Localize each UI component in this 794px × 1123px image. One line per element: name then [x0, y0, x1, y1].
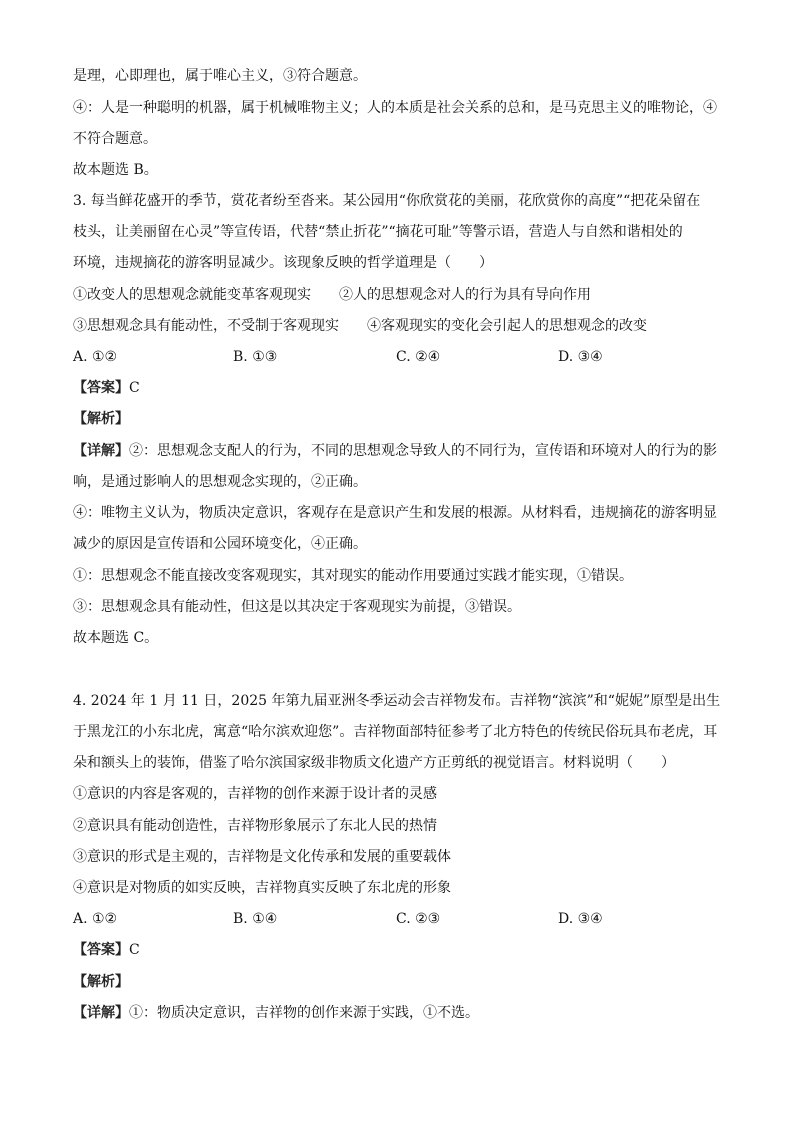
q4-option-c: C. ②③	[396, 911, 441, 927]
q3-statement-row	[73, 285, 733, 305]
q4-stem-line: 4. 2024 年 1 月 11 日，2025 年第九届亚洲冬季运动会吉祥物发布。吉祥物“滨滨”和“妮妮”原型是出生	[73, 693, 721, 709]
q4-statement: ③意识的形式是主观的，吉祥物是文化传承和发展的重要载体	[73, 849, 451, 865]
q3-detail-line: 减少的原因是宣传语和公园环境变化，④正确。	[73, 536, 367, 552]
q3-detail-line	[73, 441, 733, 461]
q2-conclusion: 故本题选 B。	[73, 162, 158, 178]
q4-statement: ④意识是对物质的如实反映，吉祥物真实反映了东北虎的形象	[73, 880, 451, 896]
q2-analysis-line: 是理，心即理也，属于唯心主义，③符合题意。	[73, 68, 367, 84]
q2-analysis-line: ④：人是一种聪明的机器，属于机械唯物主义；人的本质是社会关系的总和，是马克思主义的唯物论，④	[73, 100, 717, 116]
q3-answer	[73, 378, 733, 398]
q3-option-d: D. ③④	[558, 349, 603, 365]
q3-statement: ③思想观念具有能动性，不受制于客观现实	[73, 318, 339, 334]
q3-option-a: A. ①②	[73, 349, 118, 365]
q3-statement: ①改变人的思想观念就能变革客观现实	[73, 287, 311, 303]
q3-detail-line: ④：唯物主义认为，物质决定意识，客观存在是意识产生和发展的根源。从材料看，违规摘花的游客明显	[73, 505, 717, 521]
q3-option-c: C. ②④	[396, 349, 441, 365]
q3-option-b: B. ①③	[233, 349, 278, 365]
detail-text: ②：思想观念支配人的行为，不同的思想观念导致人的不同行为，宣传语和环境对人的行为的影	[129, 443, 717, 459]
answer-value: C	[129, 380, 140, 396]
q3-statement: ④客观现实的变化会引起人的思想观念的改变	[367, 318, 647, 334]
q4-detail-line	[73, 1003, 733, 1023]
q4-answer	[73, 940, 733, 960]
q3-analysis-heading	[73, 409, 733, 429]
q4-option-a: A. ①②	[73, 911, 118, 927]
q3-statement-row	[73, 316, 733, 336]
q3-stem-line: 枝头，让美丽留在心灵”等宣传语，代替“禁止折花”“摘花可耻”等警示语，营造人与自然和谐相处的	[73, 224, 683, 240]
detail-tag: 【详解】	[73, 443, 129, 459]
detail-tag: 【详解】	[73, 1005, 129, 1021]
answer-value: C	[129, 942, 140, 958]
q4-option-d: D. ③④	[558, 911, 603, 927]
answer-tag: 【答案】	[73, 942, 129, 958]
q3-detail-line: 响，是通过影响人的思想观念实现的，②正确。	[73, 474, 367, 490]
q4-statement: ①意识的内容是客观的，吉祥物的创作来源于设计者的灵感	[73, 786, 437, 802]
q3-detail-line: ③：思想观念具有能动性，但这是以其决定于客观现实为前提，③错误。	[73, 599, 521, 615]
q2-analysis-line: 不符合题意。	[73, 131, 157, 147]
q4-option-b: B. ①④	[233, 911, 278, 927]
q4-stem-line: 于黑龙江的小东北虎，寓意“哈尔滨欢迎您”。吉祥物面部特征参考了北方特色的传统民俗玩具布老虎，耳	[73, 724, 718, 740]
q3-statement: ②人的思想观念对人的行为具有导向作用	[339, 287, 591, 303]
q4-statement: ②意识具有能动创造性，吉祥物形象展示了东北人民的热情	[73, 818, 437, 834]
answer-tag: 【答案】	[73, 380, 129, 396]
q3-detail-line: ①：思想观念不能直接改变客观现实，其对现实的能动作用要通过实践才能实现，①错误。	[73, 568, 633, 584]
analysis-tag: 【解析】	[73, 411, 129, 427]
q3-stem-line: 3. 每当鲜花盛开的季节，赏花者纷至沓来。某公园用“你欣赏花的美丽，花欣赏你的高度”“把花朵留在	[73, 193, 701, 209]
detail-text: ①：物质决定意识，吉祥物的创作来源于实践，①不选。	[129, 1005, 479, 1021]
q3-stem-line: 环境，违规摘花的游客明显减少。该现象反映的哲学道理是（ ）	[73, 255, 493, 271]
analysis-tag: 【解析】	[73, 974, 129, 990]
q3-conclusion: 故本题选 C。	[73, 630, 159, 646]
q4-analysis-heading	[73, 972, 733, 992]
q4-stem-line: 朵和额头上的装饰，借鉴了哈尔滨国家级非物质文化遗产方正剪纸的视觉语言。材料说明（ ）	[73, 755, 675, 771]
